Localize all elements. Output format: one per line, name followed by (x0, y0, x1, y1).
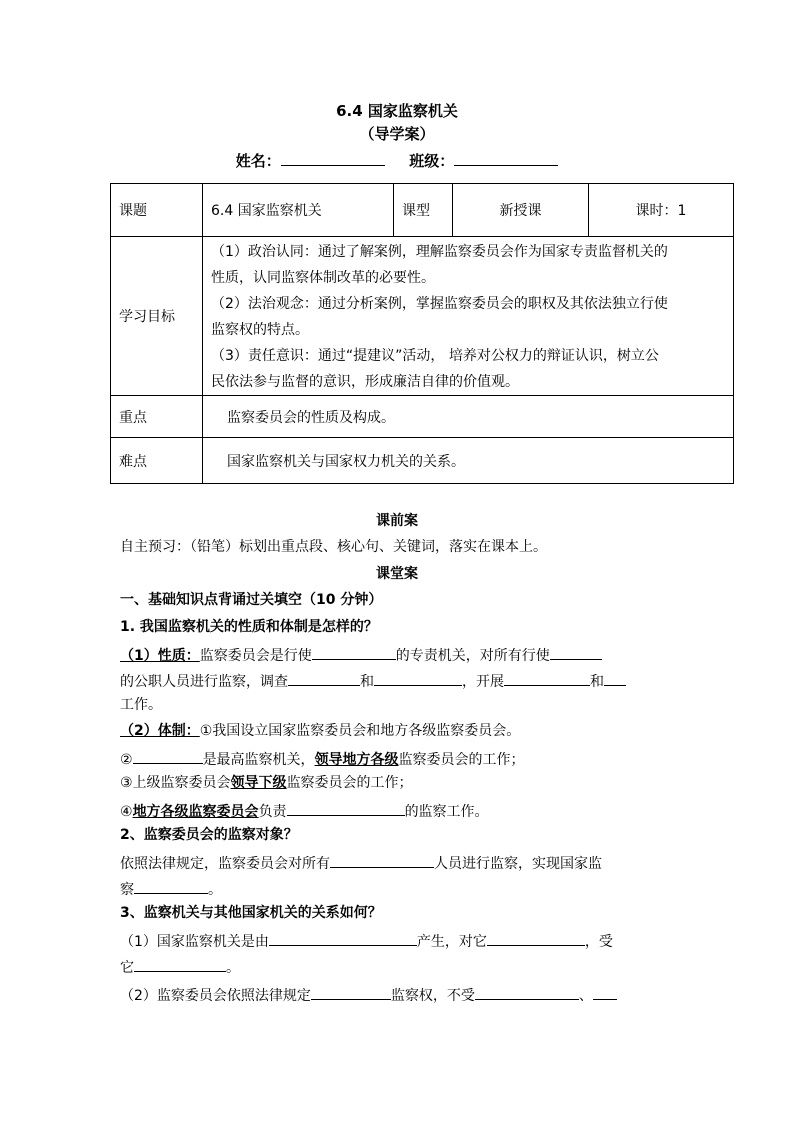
fill-blank[interactable] (330, 851, 434, 868)
text-span: 负责 (258, 804, 287, 820)
text-span: 、 (578, 988, 593, 1004)
fill-blank[interactable] (604, 669, 626, 686)
system-line-4 (120, 799, 489, 822)
text-span: ，开展 (462, 674, 504, 690)
question-2: 2、监察委员会的监察对象？ (120, 827, 298, 843)
fill-blank[interactable] (374, 669, 462, 686)
inclass-heading: 课堂案 (376, 566, 418, 582)
goal-line: （1）政治认同：通过了解案例，理解监察委员会作为国家专责监督机关的 (211, 244, 668, 260)
nature-line-1 (120, 643, 602, 666)
nature-line-3: 工作。 (120, 697, 162, 713)
system-line-2 (120, 747, 525, 770)
text-span: 领导地方各级 (314, 752, 399, 768)
document-subtitle: （导学案） (359, 125, 435, 143)
preclass-heading: 课前案 (376, 513, 418, 529)
text-span: ② (120, 752, 133, 768)
text-span: 监察委员会的工作； (398, 752, 525, 768)
goal-line: 监察权的特点。 (211, 322, 309, 338)
fill-blank[interactable] (287, 799, 405, 816)
goals-cell (203, 237, 734, 396)
goal-line: （2）法治观念：通过分析案例，掌握监察委员会的职权及其依法独立行使 (211, 296, 668, 312)
q2-line-2 (120, 877, 222, 900)
text-span: 。 (226, 960, 240, 976)
text-span: ，受 (584, 934, 613, 950)
text-span: 它 (120, 960, 134, 976)
goals-label: 学习目标 (111, 237, 203, 396)
q2-line-1 (120, 851, 602, 874)
fill-blank[interactable] (312, 643, 396, 660)
goal-line: 民依法参与监督的意识，形成廉洁自律的价值观。 (211, 374, 519, 390)
fill-blank[interactable] (475, 983, 579, 1000)
class-blank[interactable] (454, 149, 558, 166)
q3-line-1 (120, 929, 613, 952)
text-span: 的监察工作。 (404, 804, 489, 820)
name-label: 姓名： (235, 152, 281, 170)
fill-blank[interactable] (269, 929, 417, 946)
system-label: （2）体制： (120, 723, 200, 739)
fill-blank[interactable] (504, 669, 590, 686)
fill-blank[interactable] (133, 747, 203, 764)
text-span: ①我国设立国家监察委员会和地方各级监察委员会。 (199, 723, 521, 739)
q3-line-3 (120, 983, 617, 1006)
text-span: 地方各级监察委员会 (132, 804, 259, 820)
type-label: 课型 (394, 184, 453, 237)
key-value: 监察委员会的性质及构成。 (203, 396, 734, 438)
question-3: 3、监察机关与其他国家机关的关系如何？ (120, 905, 382, 921)
table-row (111, 438, 734, 484)
text-span: 察 (120, 882, 134, 898)
system-line-1 (120, 721, 520, 741)
q3-line-2 (120, 955, 240, 978)
difficult-value: 国家监察机关与国家权力机关的关系。 (203, 438, 734, 484)
topic-value: 6.4 国家监察机关 (203, 184, 394, 237)
fill-blank[interactable] (288, 669, 360, 686)
table-row (111, 237, 734, 396)
class-label: 班级： (409, 152, 455, 170)
question-1: 1. 我国监察机关的性质和体制是怎样的？ (120, 619, 378, 635)
text-span: （1）国家监察机关是由 (120, 934, 269, 950)
document-title: 6.4 国家监察机关 (336, 102, 458, 120)
lesson-info-table (110, 183, 734, 484)
text-span: 领导下级 (230, 775, 287, 791)
type-value: 新授课 (453, 184, 589, 237)
goal-line: 性质，认同监察体制改革的必要性。 (211, 270, 435, 286)
table-row (111, 396, 734, 438)
system-line-3 (120, 773, 413, 793)
goal-line: （3）责任意识：通过“提建议”活动， 培养对公权力的辩证认识，树立公 (211, 348, 659, 364)
nature-line-2 (120, 669, 626, 692)
text-span: ④ (120, 804, 133, 820)
text-span: 监察权，不受 (390, 988, 475, 1004)
text-span: 依照法律规定，监察委员会对所有 (120, 856, 330, 872)
text-span: 监察委员会的工作； (286, 775, 413, 791)
text-span: 的公职人员进行监察，调查 (120, 674, 288, 690)
text-span: 。 (208, 882, 222, 898)
key-label: 重点 (111, 396, 203, 438)
name-class-row (0, 149, 794, 171)
text-span: 和 (590, 674, 604, 690)
text-span: ③上级监察委员会 (120, 775, 231, 791)
fill-blank[interactable] (134, 877, 208, 894)
name-blank[interactable] (281, 149, 385, 166)
topic-label: 课题 (111, 184, 203, 237)
text-span: 人员进行监察，实现国家监 (434, 856, 602, 872)
fill-blank[interactable] (134, 955, 226, 972)
fill-blank[interactable] (311, 983, 391, 1000)
preclass-text: 自主预习：（铅笔）标划出重点段、核心句、关键词，落实在课本上。 (120, 539, 547, 555)
fill-blank[interactable] (593, 983, 617, 1000)
fill-blank[interactable] (550, 643, 602, 660)
section1-heading: 一、基础知识点背诵过关填空（10 分钟） (120, 592, 383, 608)
text-span: 监察委员会是行使 (199, 648, 312, 664)
text-span: 的专责机关，对所有行使 (395, 648, 550, 664)
nature-label: （1）性质： (120, 648, 200, 664)
period-value: 课时：1 (589, 184, 734, 237)
text-span: （2）监察委员会依照法律规定 (120, 988, 311, 1004)
text-span: 产生，对它 (416, 934, 487, 950)
difficult-label: 难点 (111, 438, 203, 484)
fill-blank[interactable] (487, 929, 585, 946)
table-row (111, 184, 734, 237)
text-span: 和 (360, 674, 374, 690)
text-span: 是最高监察机关， (202, 752, 315, 768)
